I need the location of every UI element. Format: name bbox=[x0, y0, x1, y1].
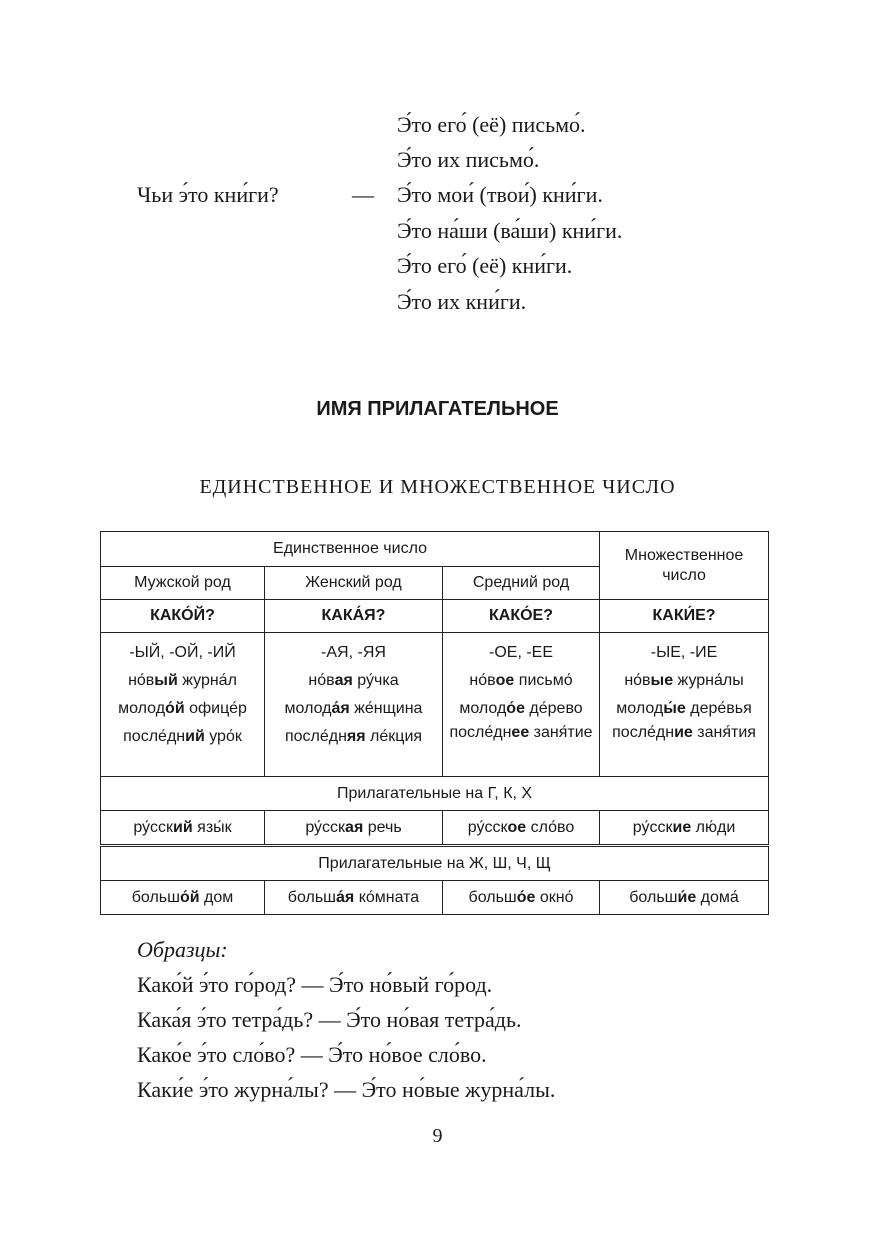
ending-bold: о́й bbox=[165, 700, 185, 717]
cell-line bbox=[602, 723, 766, 743]
ending-bold: о́е bbox=[506, 700, 525, 717]
word-part: молод bbox=[459, 700, 507, 717]
word-part: заня́тия bbox=[692, 724, 756, 741]
examples-cell bbox=[265, 633, 443, 777]
word-part: -ЫЙ, -ОЙ, -ИЙ bbox=[129, 644, 236, 661]
word-part: ру́чка bbox=[352, 672, 399, 689]
examples-cell bbox=[600, 633, 769, 777]
word-part: после́дн bbox=[284, 728, 347, 745]
word-part: дере́вья bbox=[685, 700, 752, 717]
question: Чьи э́то кни́ги? bbox=[137, 182, 279, 207]
answer-line: Э́то мои́ (твои́) кни́ги. bbox=[397, 182, 603, 207]
word-part: сло́во bbox=[526, 818, 575, 836]
ending-bold: ое bbox=[507, 818, 527, 836]
header-masculine: Мужской род bbox=[101, 567, 265, 600]
table-header-row bbox=[101, 532, 769, 567]
cell-line bbox=[103, 667, 262, 695]
example-cell bbox=[600, 811, 769, 846]
word-part: ру́сск bbox=[632, 818, 673, 836]
word-part: уро́к bbox=[204, 728, 242, 745]
word-part: больш bbox=[468, 888, 517, 906]
header-singular: Единственное число bbox=[101, 532, 600, 567]
cell-line bbox=[602, 639, 766, 667]
example-cell bbox=[265, 881, 443, 915]
ending-bold: ые bbox=[650, 672, 674, 689]
word-part: заня́тие bbox=[529, 724, 593, 741]
question-cell: КАКИ́Е? bbox=[600, 600, 769, 633]
word-part: лю́ди bbox=[691, 818, 736, 836]
question-cell: КАКО́Е? bbox=[443, 600, 600, 633]
word-part: письмо́ bbox=[514, 672, 573, 689]
cell-line bbox=[267, 667, 440, 695]
word-part: окно́ bbox=[535, 888, 574, 906]
ending-bold: ая bbox=[334, 672, 353, 689]
section-title: Прилагательные на Г, К, Х bbox=[101, 777, 769, 811]
section-title: Прилагательные на Ж, Ш, Ч, Щ bbox=[101, 846, 769, 881]
word-part: де́рево bbox=[524, 700, 583, 717]
word-part: но́в bbox=[469, 672, 496, 689]
dash: — bbox=[352, 182, 374, 207]
word-part: после́дн bbox=[612, 724, 675, 741]
cell-line bbox=[103, 639, 262, 667]
word-part: больш bbox=[629, 888, 678, 906]
word-part: -ЫЕ, -ИЕ bbox=[650, 644, 718, 661]
word-part: ко́мната bbox=[354, 888, 420, 906]
cell-line bbox=[133, 819, 231, 836]
ending-bold: ее bbox=[511, 724, 530, 741]
cell-line bbox=[305, 819, 401, 836]
word-part: дома́ bbox=[696, 888, 739, 906]
word-part: -ОЕ, -ЕЕ bbox=[489, 644, 554, 661]
word-part: ру́сск bbox=[133, 818, 174, 836]
ending-bold: и́е bbox=[677, 888, 697, 906]
table-question-row bbox=[101, 600, 769, 633]
samples-block bbox=[137, 932, 555, 1107]
example-cell bbox=[265, 811, 443, 846]
cell-line bbox=[469, 889, 574, 906]
word-part: ру́сск bbox=[305, 818, 346, 836]
table-section-row bbox=[101, 777, 769, 811]
cell-line bbox=[445, 723, 597, 743]
ending-bold: ие bbox=[674, 724, 693, 741]
example-cell bbox=[101, 881, 265, 915]
cell-line bbox=[267, 639, 440, 667]
header-neuter: Средний род bbox=[443, 567, 600, 600]
table-row bbox=[101, 881, 769, 915]
question-cell: КАКА́Я? bbox=[265, 600, 443, 633]
sample-line: Како́е э́то сло́во? — Э́то но́вое сло́во. bbox=[137, 1042, 487, 1067]
ending-bold: ое bbox=[495, 672, 515, 689]
page-number: 9 bbox=[432, 1125, 443, 1147]
question-cell: КАКО́Й? bbox=[101, 600, 265, 633]
word-part: язы́к bbox=[192, 818, 232, 836]
word-part: молод bbox=[616, 700, 664, 717]
word-part: же́нщина bbox=[349, 700, 423, 717]
ending-bold: а́я bbox=[336, 888, 355, 906]
cell-line bbox=[602, 667, 766, 695]
word-part: но́в bbox=[308, 672, 335, 689]
sample-line: Каки́е э́то журна́лы? — Э́то но́вые журна́лы. bbox=[137, 1077, 556, 1102]
answer-line: Э́то на́ши (ва́ши) кни́ги. bbox=[397, 218, 623, 243]
table-examples-row bbox=[101, 633, 769, 777]
cell-line bbox=[633, 819, 736, 836]
cell-line bbox=[445, 667, 597, 695]
header-plural: Множественное число bbox=[600, 532, 769, 600]
cell-line bbox=[445, 639, 597, 667]
section-heading: ИМЯ ПРИЛАГАТЕЛЬНОЕ bbox=[316, 398, 559, 420]
table-section-row bbox=[101, 846, 769, 881]
word-part: дом bbox=[199, 888, 234, 906]
word-part: после́дн bbox=[449, 724, 512, 741]
word-part: речь bbox=[363, 818, 402, 836]
ending-bold: а́я bbox=[331, 700, 350, 717]
word-part: больш bbox=[287, 888, 337, 906]
adjective-table bbox=[100, 531, 769, 915]
examples-cell bbox=[101, 633, 265, 777]
sample-line: Кака́я э́то тетра́дь? — Э́то но́вая тетра́дь. bbox=[137, 1007, 522, 1032]
word-part: но́в bbox=[624, 672, 651, 689]
ending-bold: о́й bbox=[179, 888, 200, 906]
ending-bold: ие bbox=[672, 818, 692, 836]
cell-line bbox=[103, 695, 262, 723]
ending-bold: ий bbox=[185, 728, 205, 745]
example-cell bbox=[443, 811, 600, 846]
cell-line bbox=[267, 695, 440, 723]
ending-bold: о́е bbox=[516, 888, 536, 906]
ending-bold: яя bbox=[346, 728, 366, 745]
word-part: ру́сск bbox=[467, 818, 508, 836]
table-row bbox=[101, 811, 769, 846]
cell-line bbox=[468, 819, 574, 836]
cell-line bbox=[103, 723, 262, 751]
answer-line: Э́то их письмо́. bbox=[397, 147, 540, 172]
word-part: после́дн bbox=[123, 728, 186, 745]
cell-line bbox=[445, 695, 597, 723]
word-part: ле́кция bbox=[365, 728, 423, 745]
cell-line bbox=[629, 889, 739, 906]
example-cell bbox=[443, 881, 600, 915]
word-part: больш bbox=[131, 888, 180, 906]
word-part: журна́лы bbox=[673, 672, 744, 689]
ending-bold: ий bbox=[173, 818, 193, 836]
header-feminine: Женский род bbox=[265, 567, 443, 600]
samples-title: Образцы: bbox=[137, 937, 228, 962]
cell-line bbox=[602, 695, 766, 723]
word-part: но́в bbox=[128, 672, 155, 689]
ending-bold: ый bbox=[154, 672, 178, 689]
examples-cell bbox=[443, 633, 600, 777]
cell-line bbox=[288, 889, 419, 906]
answer-line: Э́то его́ (её) кни́ги. bbox=[397, 253, 573, 278]
word-part: -АЯ, -ЯЯ bbox=[321, 644, 386, 661]
cell-line bbox=[267, 723, 440, 751]
cell-line bbox=[132, 889, 234, 906]
word-part: молод bbox=[118, 700, 166, 717]
word-part: журна́л bbox=[177, 672, 237, 689]
section-subheading: ЕДИНСТВЕННОЕ И МНОЖЕСТВЕННОЕ ЧИСЛО bbox=[199, 476, 676, 498]
example-cell bbox=[101, 811, 265, 846]
word-part: молод bbox=[284, 700, 332, 717]
answer-line: Э́то его́ (её) письмо́. bbox=[397, 112, 586, 137]
word-part: офице́р bbox=[184, 700, 247, 717]
answer-line: Э́то их кни́ги. bbox=[397, 289, 527, 314]
ending-bold: ы́е bbox=[663, 700, 686, 717]
ending-bold: ая bbox=[345, 818, 364, 836]
example-cell bbox=[600, 881, 769, 915]
sample-line: Како́й э́то го́род? — Э́то но́вый го́род. bbox=[137, 972, 493, 997]
